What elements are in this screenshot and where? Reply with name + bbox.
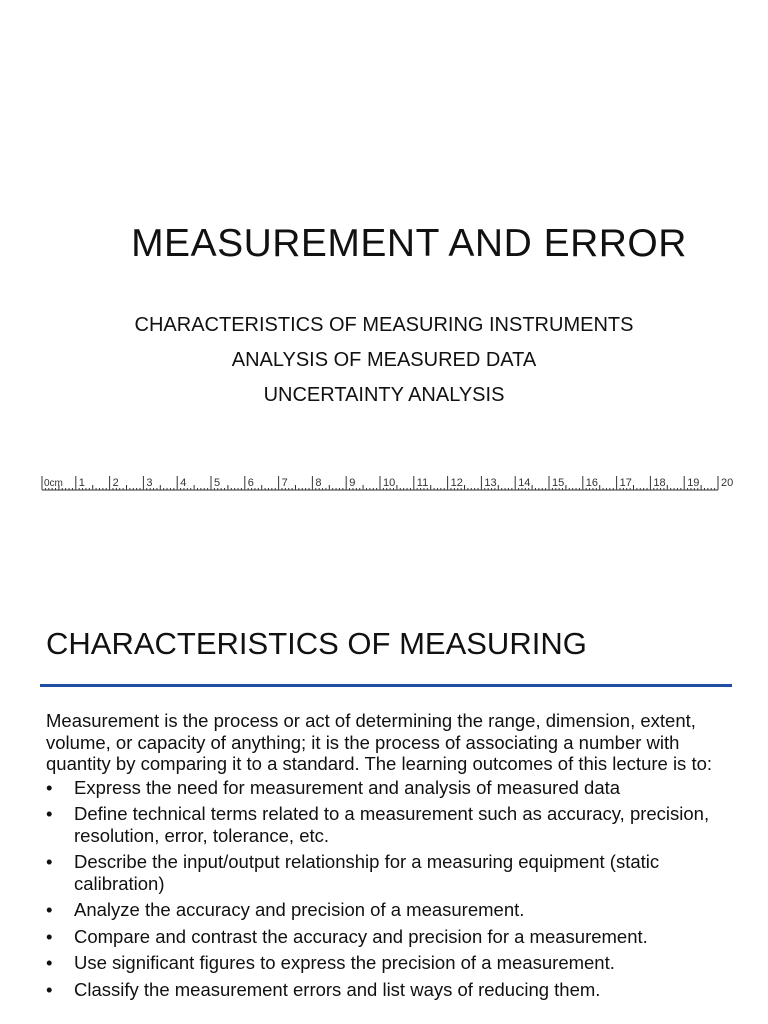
outcome-item [46, 803, 726, 846]
outcome-text: Express the need for measurement and analysis of measured data [74, 776, 621, 798]
ruler-label: 17 [619, 477, 632, 489]
ruler-graphic [40, 470, 740, 496]
subtitle-item: ANALYSIS OF MEASURED DATA [231, 349, 537, 371]
subtitle-list [0, 308, 768, 413]
ruler-label: 19 [687, 477, 700, 489]
outcome-text: Analyze the accuracy and precision of a measurement. [74, 899, 525, 920]
outcome-text: Use significant figures to express the precision of a measurement. [74, 952, 615, 973]
outcome-item [46, 851, 726, 894]
bullet-glyph: • [46, 776, 53, 798]
title-underline [40, 684, 732, 687]
ruler-label: 2 [112, 477, 119, 489]
outcome-item [46, 777, 726, 799]
outcome-text: Compare and contrast the accuracy and precision for a measurement. [74, 925, 648, 947]
outcome-item [46, 926, 726, 948]
bullet-glyph: • [46, 803, 53, 824]
ruler-label: 20 [721, 477, 734, 489]
ruler-label: 7 [281, 477, 288, 489]
outcome-text: Describe the input/output relationship for a measuring equipment (static calibration) [74, 851, 660, 894]
section-title: CHARACTERISTICS OF MEASURING [46, 626, 587, 661]
ruler-label: 8 [315, 477, 322, 489]
ruler-label: 6 [247, 477, 254, 489]
bullet-glyph: • [46, 899, 53, 920]
bullet-glyph: • [46, 978, 53, 1000]
ruler-label: 1 [78, 477, 85, 489]
content-slide [0, 560, 768, 1024]
ruler-label: 18 [653, 477, 666, 489]
ruler-label: 12 [450, 477, 463, 489]
outcome-text: Classify the measurement errors and list ways of reducing them. [74, 978, 601, 1000]
outcome-item [46, 952, 726, 974]
outcome-item [46, 979, 726, 1001]
ruler-label: 16 [585, 477, 599, 489]
outcome-list [46, 777, 726, 1001]
intro-paragraph: Measurement is the process or act of determining the range, dimension, extent, volume, or capacity of anything; it is the process of associating a number with quantity by comparing it to a standard. The learning outcomes of this lecture is to: [46, 710, 713, 774]
ruler-label: 11 [416, 477, 429, 489]
ruler-label: 10 [383, 477, 396, 489]
ruler-unit-label: 0cm [44, 478, 63, 489]
ruler-label: 3 [146, 477, 153, 489]
outcome-item [46, 899, 726, 921]
bullet-glyph: • [46, 952, 53, 973]
outcome-text: Define technical terms related to a measurement such as accuracy, precision, resolution, error, tolerance, etc. [74, 803, 710, 846]
subtitle-item: UNCERTAINTY ANALYSIS [263, 384, 505, 406]
ruler-label: 15 [552, 477, 565, 489]
ruler-label: 4 [180, 477, 187, 489]
ruler-label: 14 [518, 477, 531, 489]
bullet-glyph: • [46, 925, 53, 947]
slide-body [46, 710, 726, 1005]
slide-title: MEASUREMENT AND ERROR [131, 222, 687, 265]
subtitle-item: CHARACTERISTICS OF MEASURING INSTRUMENTS [134, 314, 634, 336]
bullet-glyph: • [46, 851, 53, 872]
ruler-label: 5 [214, 477, 221, 489]
ruler-label: 9 [349, 477, 356, 489]
ruler-label: 13 [484, 477, 497, 489]
